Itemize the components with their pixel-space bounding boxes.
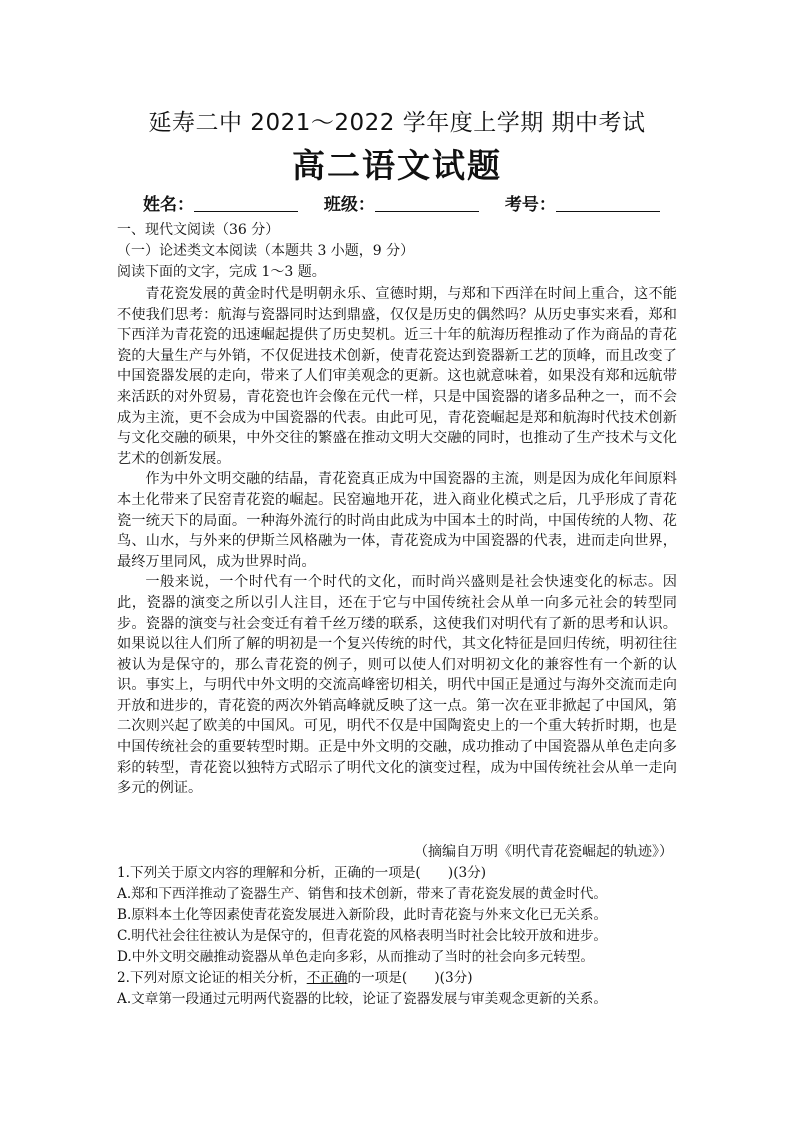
question-1-option-c: C.明代社会往往被认为是保守的，但青花瓷的风格表明当时社会比较开放和进步。 bbox=[117, 928, 608, 944]
question-2-stem-start: 2.下列对原文论证的相关分析， bbox=[117, 970, 307, 986]
reading-instruction: 阅读下面的文字，完成 1～3 题。 bbox=[117, 264, 326, 280]
class-label: 班级： bbox=[323, 195, 375, 215]
question-2-emphasis: 不正确 bbox=[306, 970, 348, 986]
question-1-option-b: B.原料本土化等因素使青花瓷发展进入新阶段，此时青花瓷与外来文化已无关系。 bbox=[117, 907, 608, 923]
question-1-stem: 1.下列关于原文内容的理解和分析，正确的一项是( )(3分) bbox=[117, 865, 487, 881]
class-field[interactable] bbox=[375, 197, 479, 212]
passage-paragraph: 一般来说，一个时代有一个时代的文化，而时尚兴盛则是社会快速变化的标志。因此，瓷器的演变之所以引人注目，还在于它与中国传统社会从单一向多元社会的转型同步。瓷器的演变与社会变迁有着千丝万缕的联系，这使我们对明代有了新的思考和认识。如果说以往人们所了解的明初是一个复兴传统的时代，其文化特征是回归传统，明初往往被认为是保守的，那么青花瓷的例子，则可以使人们对明初文化的兼容性有一个新的认识。事实上，与明代中外文明的交流高峰密切相关，明代中国正是通过与海外交流而走向开放和进步的，青花瓷的两次外销高峰就反映了这一点。第一次在亚非掀起了中国风，第二次则兴起了欧美的中国风。可见，明代不仅是中国陶瓷史上的一个重大转折时期，也是中国传统社会的重要转型时期。正是中外文明的交融，成功推动了中国瓷器从单色走向多彩的转型，青花瓷以独特方式昭示了明代文化的演变过程，成为中国传统社会从单一走向多元的例证。 bbox=[117, 574, 677, 797]
passage-source: （摘编自万明《明代青花瓷崛起的轨迹》） bbox=[414, 844, 673, 860]
question-2-option-a: A.文章第一段通过元明两代瓷器的比较，论证了瓷器发展与审美观念更新的关系。 bbox=[117, 991, 607, 1007]
exam-title: 延寿二中 2021～2022 学年度上学期 期中考试 bbox=[148, 110, 646, 136]
name-field[interactable] bbox=[194, 197, 298, 212]
question-2-stem bbox=[117, 968, 682, 989]
passage bbox=[117, 284, 677, 799]
exam-subject-title: 高二语文试题 bbox=[292, 146, 502, 185]
passage-paragraph: 作为中外文明交融的结晶，青花瓷真正成为中国瓷器的主流，则是因为成化年间原料本土化带来了民窑青花瓷的崛起。民窑遍地开花，进入商业化模式之后，几乎形成了青花瓷一统天下的局面。一种海外流行的时尚由此成为中国本土的时尚，中国传统的人物、花鸟、山水，与外来的伊斯兰风格融为一体，青花瓷成为中国瓷器的代表，进而走向世界，最终万里同风，成为世界时尚。 bbox=[117, 471, 677, 570]
number-label: 考号： bbox=[504, 195, 556, 215]
section-subheading: （一）论述类文本阅读（本题共 3 小题，9 分） bbox=[117, 243, 415, 259]
question-1-option-a: A.郑和下西洋推动了瓷器生产、销售和技术创新，带来了青花瓷发展的黄金时代。 bbox=[117, 886, 607, 902]
student-info-row bbox=[143, 190, 683, 215]
question-1-option-d: D.中外文明交融推动瓷器从单色走向多彩，从而推动了当时的社会向多元转型。 bbox=[117, 949, 594, 965]
number-field[interactable] bbox=[556, 197, 660, 212]
passage-paragraph: 青花瓷发展的黄金时代是明朝永乐、宣德时期，与郑和下西洋在时间上重合，这不能不使我们思考：航海与瓷器同时达到鼎盛，仅仅是历史的偶然吗？从历史事实来看，郑和下西洋为青花瓷的迅速崛起提供了历史契机。近三十年的航海历程推动了作为商品的青花瓷的大量生产与外销，不仅促进技术创新，使青花瓷达到瓷器新工艺的顶峰，而且改变了中国瓷器发展的走向，带来了人们审美观念的更新。这也就意味着，如果没有郑和远航带来活跃的对外贸易，青花瓷也许会像在元代一样，只是中国瓷器的诸多品种之一，而不会成为主流，更不会成为中国瓷器的代表。由此可见，青花瓷崛起是郑和航海时代技术创新与文化交融的硕果，中外交往的繁盛在推动文明大交融的同时，也推动了生产技术与文化艺术的创新发展。 bbox=[117, 286, 677, 467]
name-label: 姓名： bbox=[143, 195, 194, 215]
section-heading: 一、现代文阅读（36 分） bbox=[117, 222, 280, 238]
question-2-stem-end: 的一项是( )(3分) bbox=[347, 970, 473, 986]
